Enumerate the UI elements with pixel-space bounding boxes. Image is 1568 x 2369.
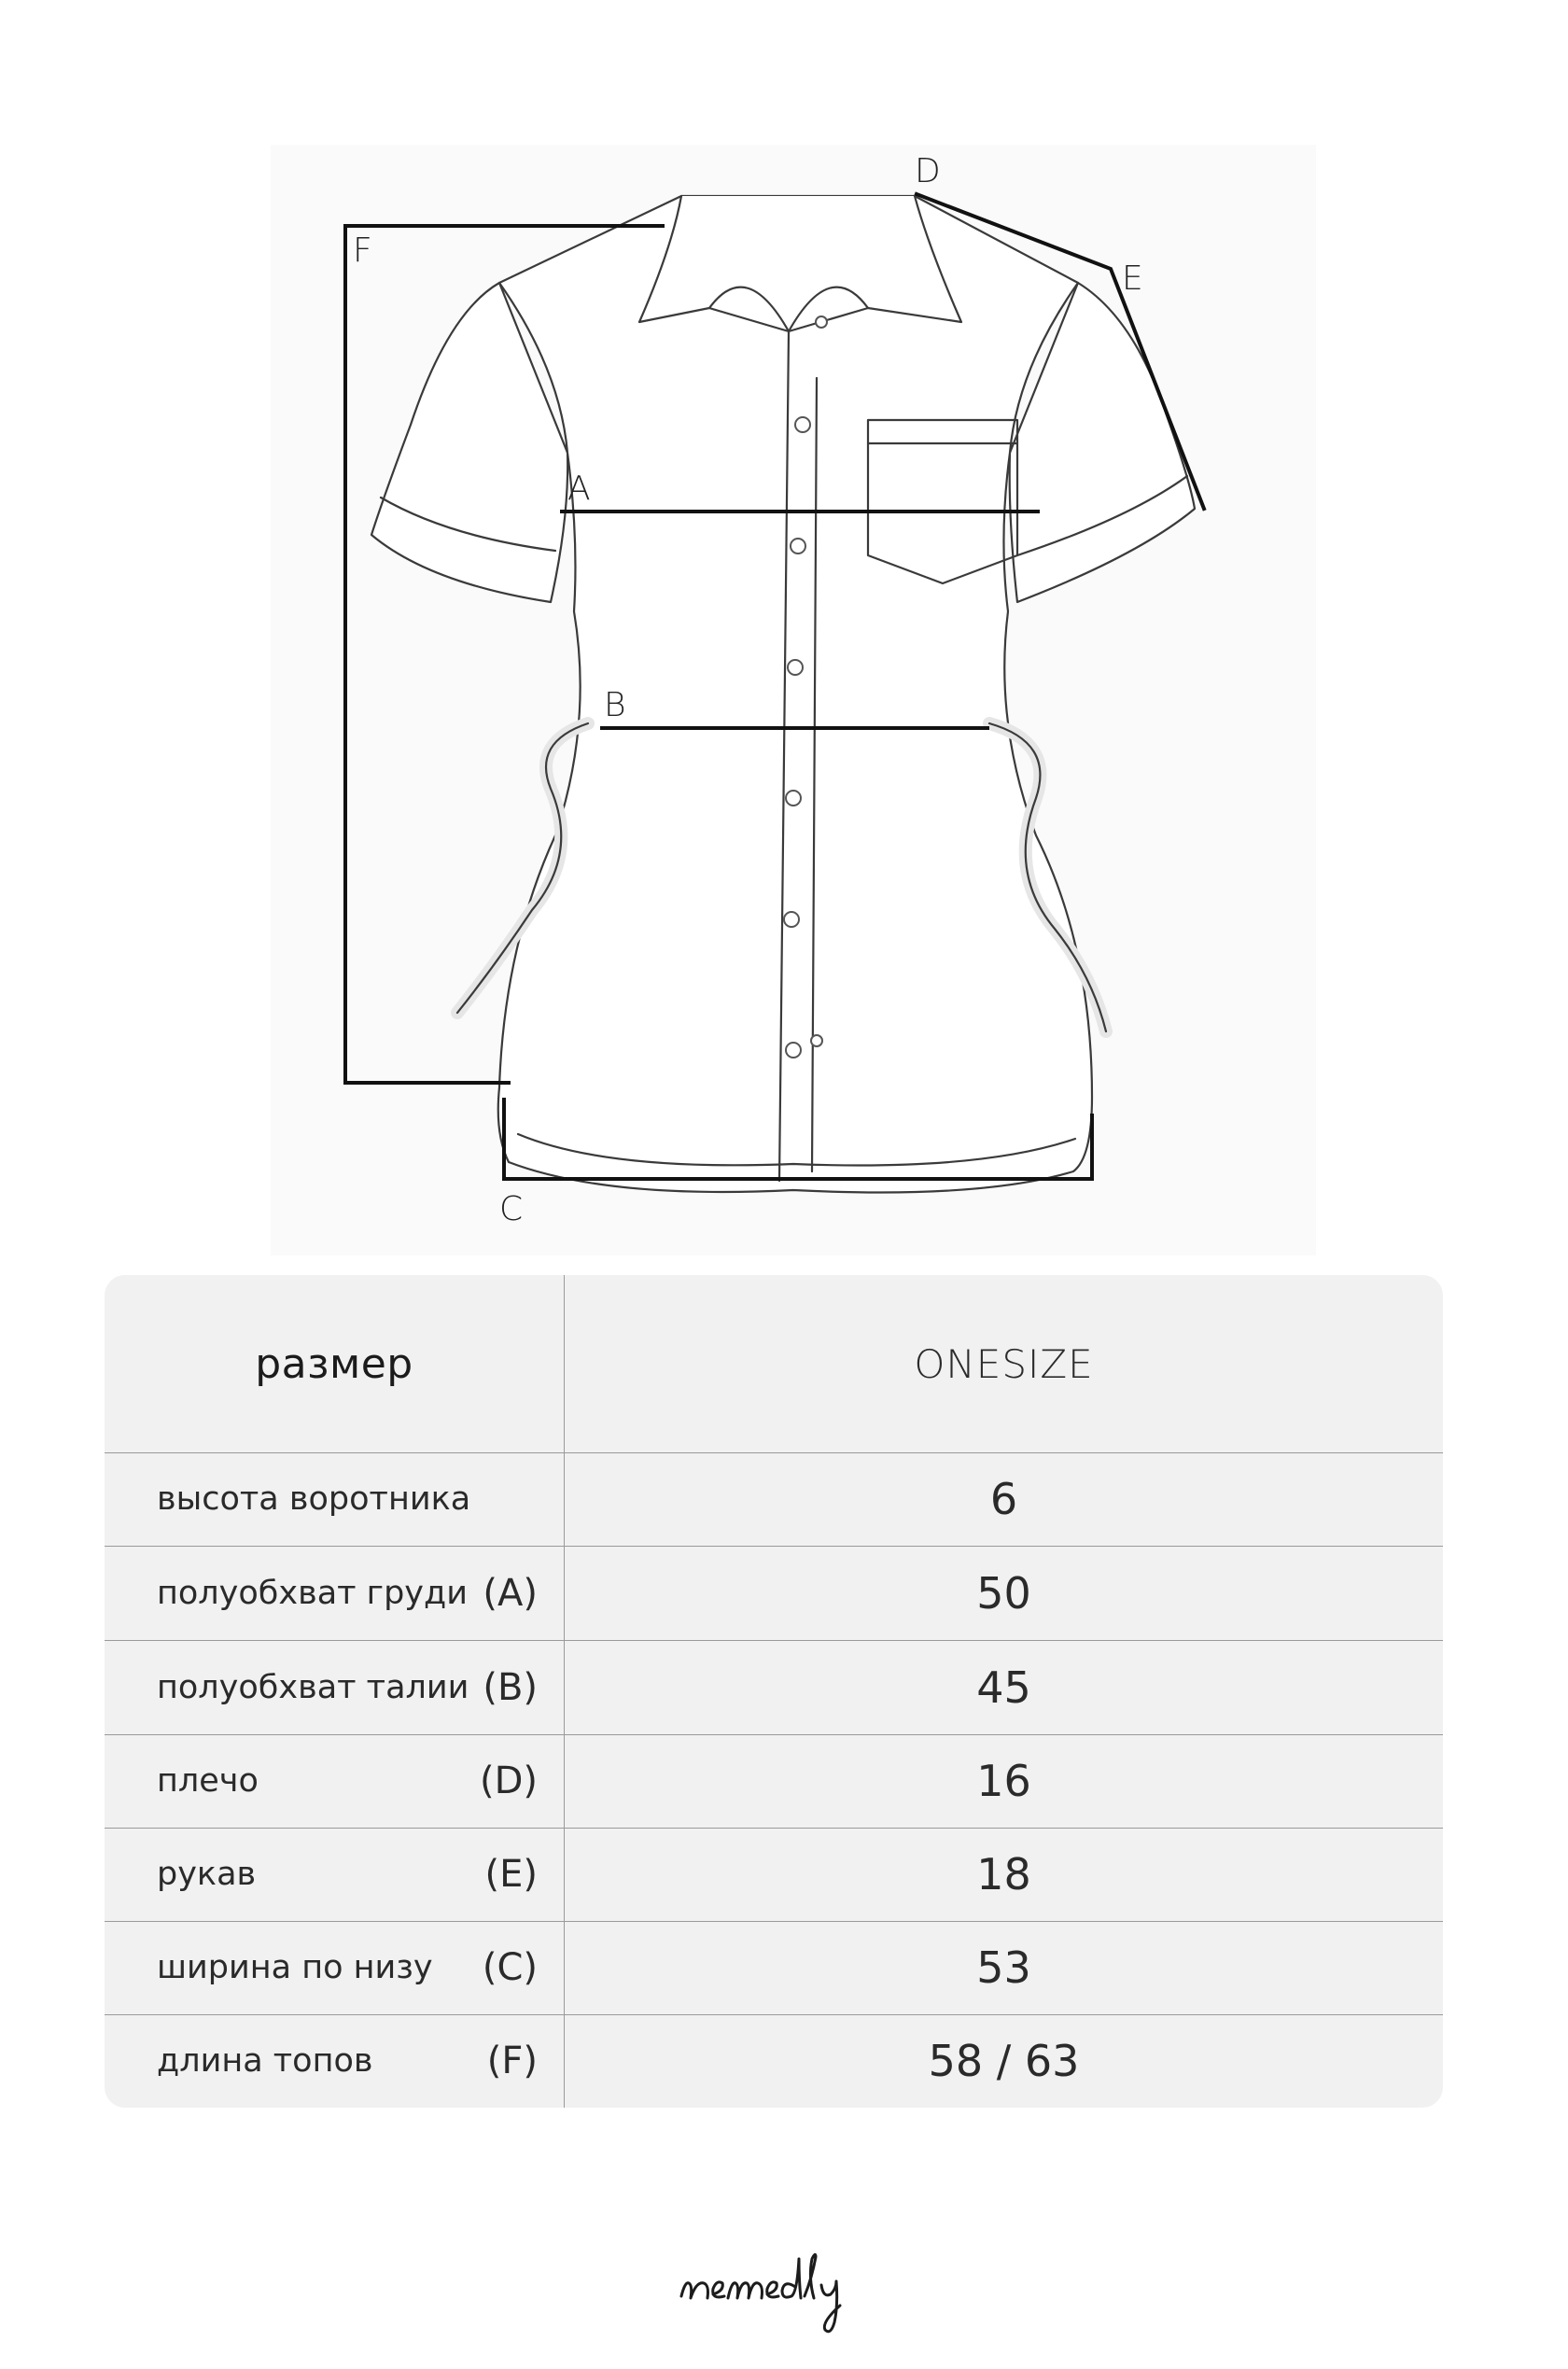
row-value: 58 / 63 <box>928 2036 1080 2086</box>
table-row <box>105 1828 1443 1921</box>
brand-logo <box>644 2240 924 2343</box>
label-b: B <box>604 686 626 724</box>
row-name: плечо <box>157 1762 259 1800</box>
header-value: ONESIZE <box>914 1340 1094 1387</box>
row-letter: (A) <box>483 1571 538 1615</box>
row-value: 53 <box>976 1942 1031 1993</box>
row-name: ширина по низу <box>157 1949 433 1986</box>
label-a: A <box>567 470 591 508</box>
row-letter: (F) <box>486 2040 538 2082</box>
label-c: C <box>499 1190 524 1228</box>
table-header-row <box>105 1275 1443 1452</box>
row-value: 16 <box>976 1756 1031 1806</box>
header-label: размер <box>255 1339 413 1388</box>
table-row <box>105 2014 1443 2108</box>
row-letter: (E) <box>484 1853 538 1896</box>
row-name: рукав <box>157 1856 257 1893</box>
size-table <box>105 1275 1443 2108</box>
row-letter: (B) <box>483 1665 538 1709</box>
row-name: длина топов <box>157 2042 373 2080</box>
table-row <box>105 1546 1443 1640</box>
row-value: 6 <box>989 1474 1018 1524</box>
row-name: полуобхват груди <box>157 1574 468 1612</box>
row-value: 50 <box>976 1567 1031 1619</box>
table-row <box>105 1921 1443 2014</box>
row-name: полуобхват талии <box>157 1668 469 1706</box>
row-letter: (D) <box>479 1759 538 1802</box>
row-name: высота воротника <box>157 1480 471 1518</box>
row-value: 45 <box>976 1661 1031 1713</box>
row-letter: (C) <box>482 1946 538 1989</box>
label-f: F <box>353 231 372 270</box>
table-row <box>105 1640 1443 1734</box>
row-value: 18 <box>976 1849 1031 1899</box>
table-row <box>105 1452 1443 1546</box>
label-d: D <box>915 152 941 190</box>
table-row <box>105 1734 1443 1828</box>
shirt-measurement-diagram <box>271 145 1316 1255</box>
label-e: E <box>1122 259 1143 298</box>
